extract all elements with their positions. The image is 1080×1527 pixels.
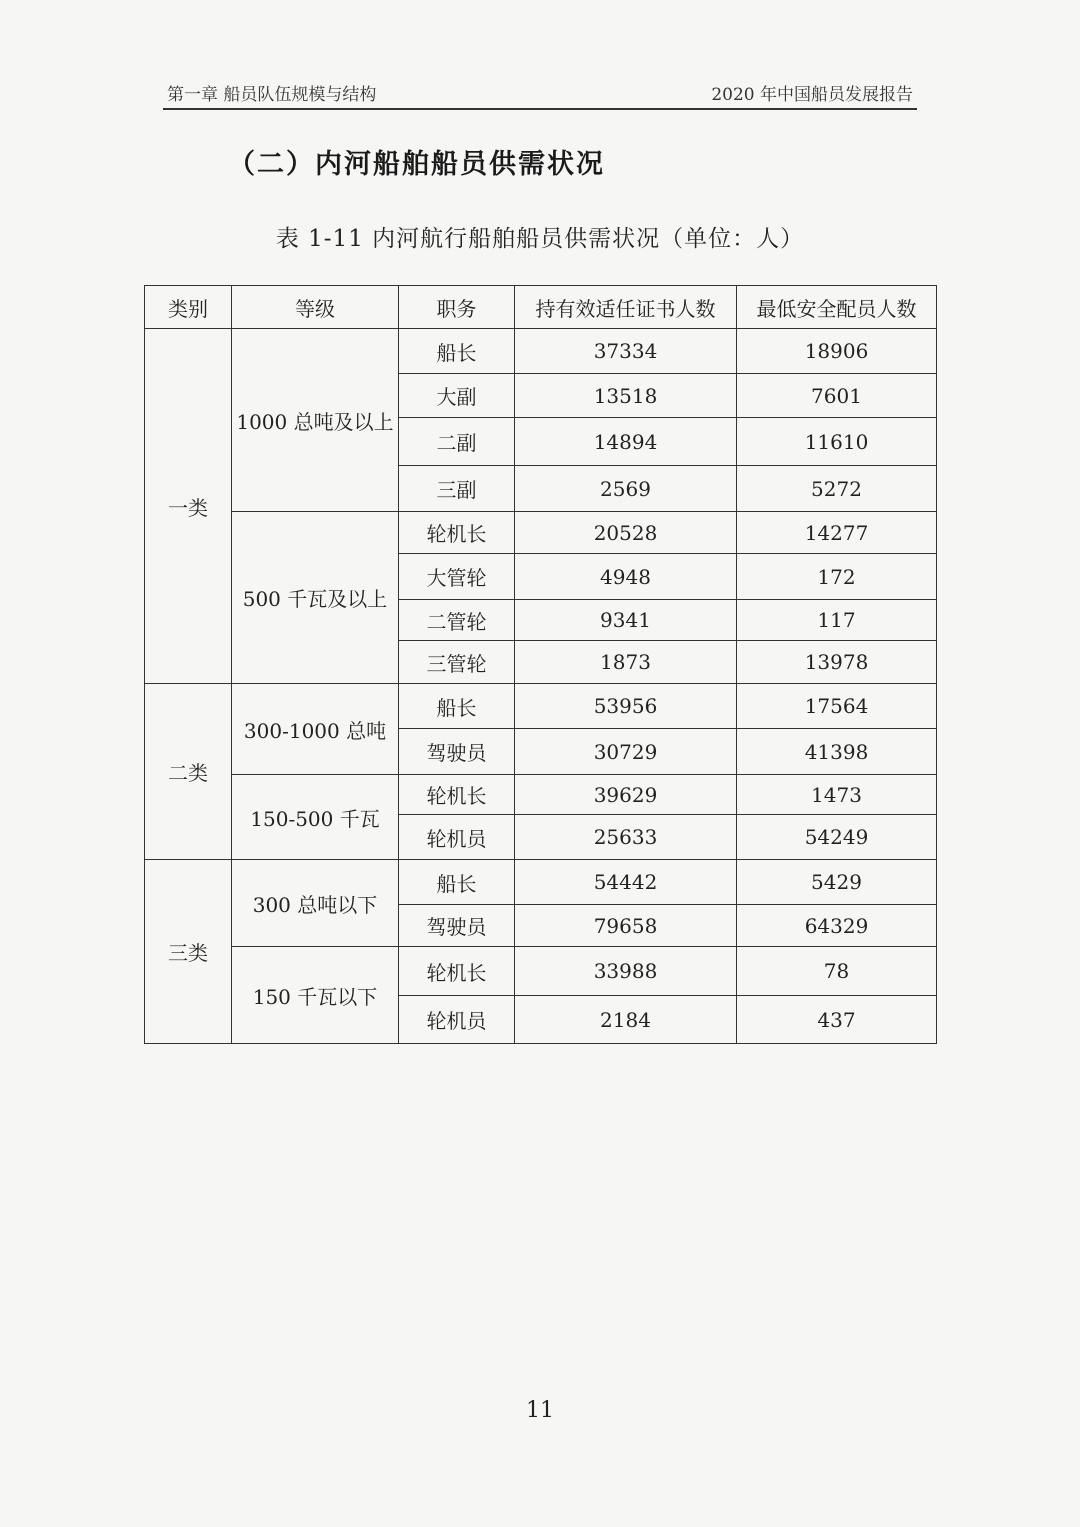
- category-cell: 二类: [145, 684, 232, 860]
- certified-cell: 33988: [515, 947, 737, 996]
- min-crew-cell: 172: [737, 554, 937, 600]
- duty-cell: 轮机长: [399, 512, 515, 554]
- section-title: （二）内河船舶船员供需状况: [228, 149, 605, 180]
- grade-cell: 500 千瓦及以上: [232, 512, 399, 684]
- min-crew-cell: 5272: [737, 466, 937, 512]
- grade-cell: 150-500 千瓦: [232, 775, 399, 860]
- grade-cell: 1000 总吨及以上: [232, 329, 399, 512]
- col-header-grade: 等级: [232, 286, 399, 329]
- table-row: [145, 947, 937, 996]
- duty-cell: 轮机员: [399, 815, 515, 860]
- min-crew-cell: 1473: [737, 775, 937, 815]
- min-crew-cell: 117: [737, 600, 937, 641]
- table-row: [145, 775, 937, 815]
- duty-cell: 三副: [399, 466, 515, 512]
- table-row: [145, 684, 937, 729]
- duty-cell: 三管轮: [399, 641, 515, 684]
- certified-cell: 2569: [515, 466, 737, 512]
- duty-cell: 二副: [399, 418, 515, 466]
- page-number: 11: [526, 1398, 554, 1423]
- certified-cell: 20528: [515, 512, 737, 554]
- min-crew-cell: 5429: [737, 860, 937, 905]
- chapter-title: 第一章 船员队伍规模与结构: [167, 85, 377, 105]
- table-caption: 表 1-11 内河航行船舶船员供需状况（单位：人）: [275, 226, 805, 252]
- certified-cell: 30729: [515, 729, 737, 775]
- min-crew-cell: 11610: [737, 418, 937, 466]
- min-crew-cell: 437: [737, 996, 937, 1044]
- col-header-duty: 职务: [399, 286, 515, 329]
- category-cell: 一类: [145, 329, 232, 684]
- certified-cell: 39629: [515, 775, 737, 815]
- duty-cell: 驾驶员: [399, 729, 515, 775]
- duty-cell: 轮机长: [399, 947, 515, 996]
- table-row: [145, 329, 937, 374]
- certified-cell: 13518: [515, 374, 737, 418]
- table-header-row: [145, 286, 937, 329]
- grade-cell: 300-1000 总吨: [232, 684, 399, 775]
- certified-cell: 14894: [515, 418, 737, 466]
- min-crew-cell: 7601: [737, 374, 937, 418]
- duty-cell: 轮机长: [399, 775, 515, 815]
- duty-cell: 二管轮: [399, 600, 515, 641]
- category-cell: 三类: [145, 860, 232, 1044]
- report-title: 2020 年中国船员发展报告: [711, 85, 913, 105]
- certified-cell: 1873: [515, 641, 737, 684]
- duty-cell: 大副: [399, 374, 515, 418]
- col-header-min-crew: 最低安全配员人数: [737, 286, 937, 329]
- certified-cell: 25633: [515, 815, 737, 860]
- min-crew-cell: 64329: [737, 905, 937, 947]
- min-crew-cell: 41398: [737, 729, 937, 775]
- duty-cell: 船长: [399, 860, 515, 905]
- page-header: [163, 76, 917, 110]
- certified-cell: 53956: [515, 684, 737, 729]
- certified-cell: 79658: [515, 905, 737, 947]
- duty-cell: 轮机员: [399, 996, 515, 1044]
- table-row: [145, 860, 937, 905]
- certified-cell: 4948: [515, 554, 737, 600]
- grade-cell: 150 千瓦以下: [232, 947, 399, 1044]
- table-row: [145, 512, 937, 554]
- min-crew-cell: 13978: [737, 641, 937, 684]
- min-crew-cell: 78: [737, 947, 937, 996]
- certified-cell: 37334: [515, 329, 737, 374]
- certified-cell: 9341: [515, 600, 737, 641]
- duty-cell: 船长: [399, 329, 515, 374]
- certified-cell: 2184: [515, 996, 737, 1044]
- duty-cell: 船长: [399, 684, 515, 729]
- min-crew-cell: 14277: [737, 512, 937, 554]
- certified-cell: 54442: [515, 860, 737, 905]
- duty-cell: 驾驶员: [399, 905, 515, 947]
- col-header-certified: 持有效适任证书人数: [515, 286, 737, 329]
- min-crew-cell: 17564: [737, 684, 937, 729]
- duty-cell: 大管轮: [399, 554, 515, 600]
- min-crew-cell: 54249: [737, 815, 937, 860]
- grade-cell: 300 总吨以下: [232, 860, 399, 947]
- min-crew-cell: 18906: [737, 329, 937, 374]
- col-header-category: 类别: [145, 286, 232, 329]
- supply-demand-table: [144, 285, 937, 1044]
